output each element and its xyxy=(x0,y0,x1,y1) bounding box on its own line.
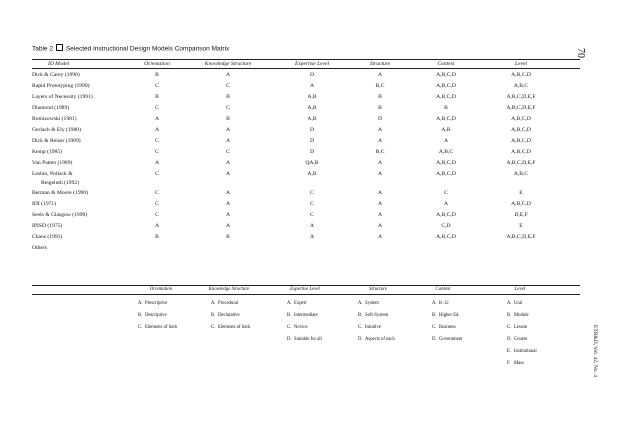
table-cell: C xyxy=(310,201,314,207)
table-cell: A xyxy=(443,138,449,144)
table-cell: B xyxy=(155,72,159,78)
key-item-letter: B. xyxy=(432,313,437,318)
key-item-letter: D. xyxy=(432,337,437,342)
table-cell: A,B,C,D xyxy=(436,212,456,218)
table-cell: A,B,C,D xyxy=(436,83,456,89)
table-cell: D xyxy=(309,149,315,155)
key-header: Expertise Level xyxy=(290,287,320,292)
table-cell: A,B,C,D xyxy=(511,201,531,207)
key-header: Context xyxy=(435,287,451,292)
key-item-text: Institutional xyxy=(514,349,537,354)
table-cell: A,B,C,D xyxy=(436,160,456,166)
key-item xyxy=(211,325,250,330)
key-item-text: Mass xyxy=(514,361,524,366)
table-cell: C xyxy=(226,149,230,155)
table-cell: A xyxy=(309,223,315,229)
square-icon xyxy=(56,44,63,51)
model-name: Gerlach & Ely (1980) xyxy=(32,127,81,133)
key-item-text: Lesson xyxy=(514,325,528,330)
table-cell: B xyxy=(378,105,382,111)
key-item-letter: B. xyxy=(507,313,512,318)
table-cell: C xyxy=(155,83,159,89)
table-cell: A xyxy=(154,116,160,122)
key-item-letter: B. xyxy=(358,313,363,318)
column-header: ID Model xyxy=(48,61,70,67)
table-cell: D xyxy=(309,138,315,144)
table-cell: C xyxy=(155,171,159,177)
table-cell: C xyxy=(444,190,448,196)
column-header: Expertise Level xyxy=(294,61,330,67)
table-cell: A xyxy=(377,201,383,207)
key-item xyxy=(507,349,537,354)
table-cell: A,B,C,D xyxy=(511,116,531,122)
key-item-letter: C. xyxy=(211,325,216,330)
key-item-letter: A. xyxy=(138,301,143,306)
table-cell: A xyxy=(154,223,160,229)
table-cell: B xyxy=(155,94,159,100)
table-cell: B xyxy=(226,94,230,100)
model-name: Others xyxy=(32,245,47,251)
key-item-text: Prescriptive xyxy=(145,301,168,306)
key-item-text: K-12 xyxy=(439,301,449,306)
table-cell: A xyxy=(225,190,231,196)
key-item-letter: E. xyxy=(507,349,512,354)
model-name: Romizowski (1981) xyxy=(32,116,77,122)
table-cell: A,B,C,D,E,F xyxy=(506,105,536,111)
table-cell: A,B,C,D xyxy=(511,138,531,144)
key-item-letter: D. xyxy=(507,337,512,342)
key-item-letter: C. xyxy=(138,325,143,330)
model-name: Diamond (1989) xyxy=(32,105,70,111)
table-cell: E xyxy=(519,190,523,196)
key-item-text: Module xyxy=(514,313,529,318)
rule-top xyxy=(32,59,580,60)
key-item xyxy=(138,313,167,318)
table-cell: B xyxy=(155,234,159,240)
key-item-text: Novice xyxy=(294,325,308,330)
table-cell: A,B,C,D xyxy=(511,149,531,155)
key-item-letter: B. xyxy=(287,313,292,318)
key-item-text: Descriptive xyxy=(145,313,167,318)
table-cell: B xyxy=(378,94,382,100)
model-name-continued: Reigeluth (1992) xyxy=(41,180,80,186)
key-item-text: Soft-System xyxy=(365,313,389,318)
key-item-letter: B. xyxy=(138,313,143,318)
table-cell: A,B,C,D xyxy=(436,72,456,78)
key-item-text: Procedural xyxy=(218,301,239,306)
table-cell: D xyxy=(377,116,383,122)
key-item-letter: C. xyxy=(287,325,292,330)
key-item-letter: D. xyxy=(358,337,363,342)
key-item-text: Declarative xyxy=(218,313,240,318)
key-item-letter: C. xyxy=(507,325,512,330)
table-cell: A xyxy=(377,212,383,218)
key-item-text: Unit xyxy=(514,301,523,306)
table-cell: A,B xyxy=(307,94,317,100)
key-item xyxy=(507,337,527,342)
table-cell: C xyxy=(155,212,159,218)
table-cell: C xyxy=(155,149,159,155)
table-cell: A xyxy=(377,160,383,166)
table-cell: A xyxy=(225,72,231,78)
key-item xyxy=(358,325,381,330)
table-cell: A xyxy=(309,83,315,89)
table-cell: B xyxy=(226,234,230,240)
table-cell: E xyxy=(519,223,523,229)
rule-header xyxy=(32,68,580,69)
table-cell: A xyxy=(225,212,231,218)
model-name: Leshin, Pollack & xyxy=(32,171,73,177)
column-header: Orientation xyxy=(144,61,170,67)
table-cell: A xyxy=(377,72,383,78)
key-header: Orientation xyxy=(149,287,173,292)
key-header: Structure xyxy=(369,287,387,292)
model-name: Seels & Glasgow (1990) xyxy=(32,212,88,218)
key-item xyxy=(358,337,395,342)
key-header: Knowledge Structure xyxy=(208,287,250,292)
key-item-text: Government xyxy=(439,337,463,342)
table-cell: A,B,C,D,E,F xyxy=(506,94,536,100)
key-item-text: Elements of both xyxy=(218,325,251,330)
key-item xyxy=(287,337,322,342)
key-item-text: Higher Ed. xyxy=(439,313,460,318)
table-cell: A,B,C,D,E,F xyxy=(506,234,536,240)
rule-key-header xyxy=(32,294,580,295)
key-item-text: Expert xyxy=(294,301,307,306)
key-item xyxy=(211,313,240,318)
page-number: 70 xyxy=(575,48,586,58)
table-cell: A,B,C,D xyxy=(436,94,456,100)
table-cell: B xyxy=(444,105,448,111)
model-name: Rapid Prototyping (1990) xyxy=(32,83,90,89)
key-item-letter: C. xyxy=(358,325,363,330)
key-item xyxy=(138,301,167,306)
table-cell: C xyxy=(310,190,314,196)
table-cell: B,C xyxy=(375,83,385,89)
table-cell: A,B,C xyxy=(513,171,529,177)
key-item xyxy=(432,301,449,306)
table-cell: A xyxy=(154,127,160,133)
model-name: Layers of Necessity (1991) xyxy=(32,94,93,100)
table-cell: B,C xyxy=(375,149,385,155)
key-item-text: Suitable for all xyxy=(294,337,322,342)
key-item-letter: A. xyxy=(358,301,363,306)
table-cell: A,B,C xyxy=(438,149,454,155)
table-cell: A,B xyxy=(307,171,317,177)
key-header: Level xyxy=(514,287,526,292)
table-cell: C xyxy=(155,105,159,111)
table-cell: A xyxy=(225,201,231,207)
key-item-text: System xyxy=(365,301,379,306)
table-cell: A xyxy=(377,138,383,144)
table-cell: A,B,C,D xyxy=(511,127,531,133)
key-item xyxy=(287,325,308,330)
table-caption xyxy=(32,44,229,53)
key-item xyxy=(432,313,460,318)
table-cell: C xyxy=(155,138,159,144)
table-cell: A,B,C xyxy=(513,83,529,89)
table-cell: A xyxy=(377,127,383,133)
key-item xyxy=(287,313,318,318)
key-item-text: Business xyxy=(439,325,456,330)
column-header: Structure xyxy=(369,61,391,67)
column-header: Level xyxy=(515,61,527,67)
table-cell: C xyxy=(226,105,230,111)
key-item-letter: B. xyxy=(211,313,216,318)
table-cell: A xyxy=(377,171,383,177)
table-title: Selected Instructional Design Models Comparison Matrix xyxy=(65,45,230,53)
table-cell: A,B xyxy=(307,105,317,111)
model-name: IPISD (1975) xyxy=(32,223,63,229)
table-cell: A xyxy=(225,171,231,177)
table-cell: B xyxy=(226,116,230,122)
model-name: Van Patten (1989) xyxy=(32,160,73,166)
key-item-letter: A. xyxy=(287,301,292,306)
key-item xyxy=(507,301,522,306)
table-cell: A,B,C,D xyxy=(436,171,456,177)
table-cell: C xyxy=(155,190,159,196)
key-item-text: Aspects of each xyxy=(365,337,395,342)
table-cell: A xyxy=(309,234,315,240)
table-cell: A xyxy=(377,234,383,240)
table-cell: D xyxy=(309,127,315,133)
table-cell: A,B,C,D xyxy=(511,72,531,78)
table-cell: A xyxy=(443,201,449,207)
key-item xyxy=(507,313,529,318)
table-cell: A,B,C,D xyxy=(436,116,456,122)
table-cell: A xyxy=(225,223,231,229)
key-item-letter: A. xyxy=(432,301,437,306)
key-item xyxy=(432,337,462,342)
key-item-text: Intermediate xyxy=(294,313,318,318)
model-name: Berman & Moore (1990) xyxy=(32,190,89,196)
model-name: Dick & Reiser (1989) xyxy=(32,138,81,144)
key-item-letter: D. xyxy=(287,337,292,342)
key-item-letter: A. xyxy=(507,301,512,306)
key-item xyxy=(358,313,388,318)
table-cell: A,B xyxy=(307,116,317,122)
table-cell: A,B,C,D,E,F xyxy=(506,160,536,166)
key-item-text: Elements of both xyxy=(145,325,178,330)
model-name: Dick & Carey (1990) xyxy=(32,72,80,78)
table-cell: A,B,C,D xyxy=(436,234,456,240)
table-cell: QA,B xyxy=(305,160,319,166)
rule-key-top xyxy=(32,285,580,286)
table-cell: A xyxy=(377,190,383,196)
table-cell: D xyxy=(309,72,315,78)
table-cell: D,E,F xyxy=(514,212,528,218)
column-header: Knowledge Structure xyxy=(204,61,252,67)
model-name: Kemp (1985) xyxy=(32,149,62,155)
table-cell: A xyxy=(225,127,231,133)
running-head: ETR&D, Vol. 42, No. 4 xyxy=(592,325,598,378)
key-item-letter: C. xyxy=(432,325,437,330)
key-item xyxy=(138,325,177,330)
table-cell: C xyxy=(155,201,159,207)
key-item xyxy=(507,361,524,366)
key-item xyxy=(287,301,307,306)
key-item-text: Course xyxy=(514,337,528,342)
key-item-text: Intuitive xyxy=(365,325,381,330)
table-cell: A xyxy=(225,160,231,166)
table-cell: C,D xyxy=(441,223,451,229)
table-cell: A xyxy=(154,160,160,166)
key-item xyxy=(507,325,527,330)
model-name: IDI (1971) xyxy=(32,201,57,207)
key-item-letter: A. xyxy=(211,301,216,306)
key-item xyxy=(211,301,238,306)
key-item xyxy=(432,325,456,330)
table-cell: C xyxy=(226,83,230,89)
table-cell: A,B xyxy=(441,127,451,133)
model-name: Chaos (1991) xyxy=(32,234,63,240)
table-label: Table 2 xyxy=(32,45,53,53)
table-cell: C xyxy=(310,212,314,218)
key-item-letter: F. xyxy=(507,361,511,366)
table-cell: A xyxy=(225,138,231,144)
key-item xyxy=(358,301,379,306)
table-cell: A xyxy=(377,223,383,229)
column-header: Context xyxy=(437,61,455,67)
